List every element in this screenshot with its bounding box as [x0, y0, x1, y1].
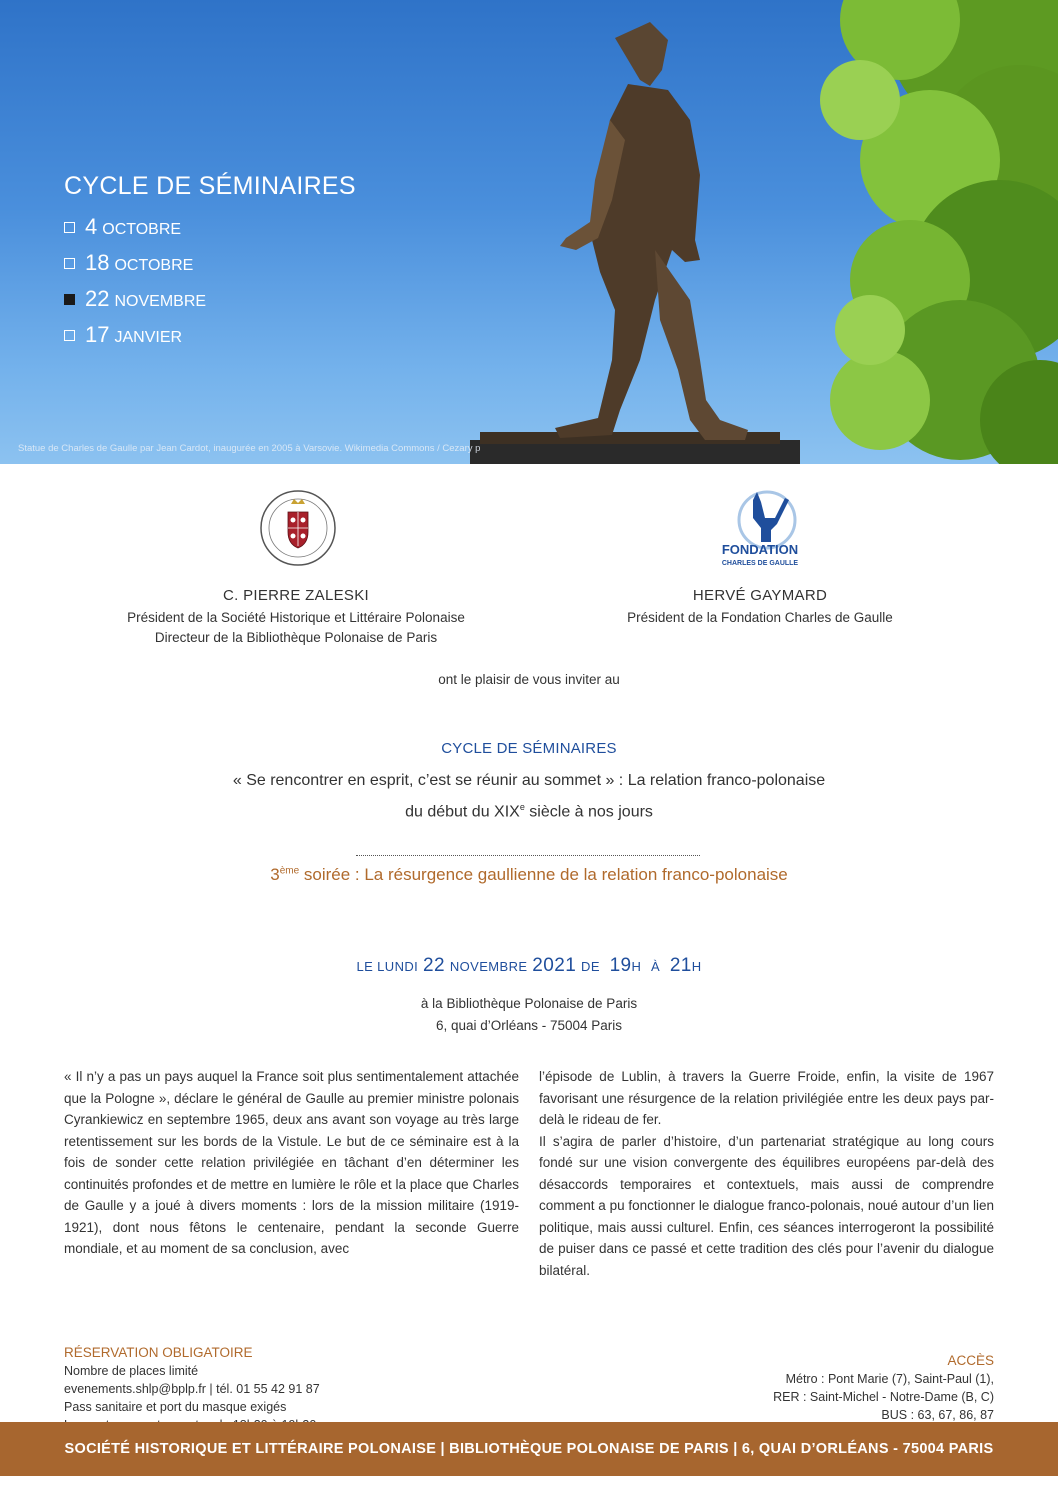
- hero-title: CYCLE DE SÉMINAIRES: [64, 172, 356, 200]
- checked-box-icon: [64, 294, 75, 305]
- seminar-title-line2: du début du XIXe siècle à nos jours: [405, 802, 653, 821]
- reservation-line: Nombre de places limité: [64, 1364, 199, 1378]
- photo-caption: Statue de Charles de Gaulle par Jean Cardot, inaugurée en 2005 à Varsovie. Wikimedia Commons / Cezary p: [18, 443, 481, 454]
- description-paragraph: Il s’agira de parler d’histoire, d’un partenariat stratégique au long cours fondé sur une vision convergente des équilibres européens par-delà des désaccords temporaires et contextuels, mais aussi de comprendre comment a pu fonctionner le dialogue franco-polonais, noué autour d’un lien politique, mais aussi culturel. Enfin, ces séances interrogeront la possibilité de puiser dans ce passé et cette tradition des clés pour l’avenir du dialogue bilatéral.: [539, 1133, 994, 1278]
- reservation-block: [64, 1344, 320, 1434]
- unchecked-box-icon: [64, 330, 75, 341]
- presenter-role: Directeur de la Bibliothèque Polonaise de Paris: [154, 630, 438, 645]
- statue-silhouette: [555, 22, 748, 440]
- date-month: JANVIER: [114, 329, 183, 346]
- date-day: 4: [85, 214, 98, 239]
- reservation-line: Pass sanitaire et port du masque exigés: [64, 1400, 287, 1414]
- date-month: OCTOBRE: [114, 257, 194, 274]
- venue-name: à la Bibliothèque Polonaise de Paris: [420, 996, 638, 1011]
- fondation-logo-line1: FONDATION: [721, 542, 799, 557]
- footer-banner: SOCIÉTÉ HISTORIQUE ET LITTÉRAIRE POLONAISE | BIBLIOTHÈQUE POLONAISE DE PARIS | 6, QUAI D’ORLÉANS - 75004 PARIS: [0, 1422, 1058, 1476]
- date-item: [64, 214, 206, 250]
- date-month: OCTOBRE: [102, 221, 182, 238]
- date-day: 22: [85, 286, 110, 311]
- presenter-role: Président de la Société Historique et Littéraire Polonaise: [127, 610, 465, 625]
- access-block: [773, 1352, 994, 1424]
- unchecked-box-icon: [64, 258, 75, 269]
- description-paragraph: l’épisode de Lublin, à travers la Guerre Froide, enfin, la visite de 1967 favorisant une résurgence de la relation privilégiée entre les deux pays par-delà le rideau de fer.: [539, 1069, 994, 1127]
- soiree-title: 3ème soirée : La résurgence gaullienne de la relation franco-polonaise: [270, 865, 788, 884]
- date-item: [64, 250, 206, 286]
- invite-line: ont le plaisir de vous inviter au: [438, 672, 620, 687]
- presenter-role: Président de la Fondation Charles de Gaulle: [627, 610, 893, 625]
- presenter-name: C. PIERRE ZALESKI: [223, 587, 369, 604]
- shlp-seal-logo: [258, 488, 338, 568]
- tree-foliage: [820, 0, 1058, 464]
- seminar-label: CYCLE DE SÉMINAIRES: [441, 740, 617, 757]
- reservation-heading: RÉSERVATION OBLIGATOIRE: [64, 1345, 253, 1360]
- unchecked-box-icon: [64, 222, 75, 233]
- venue-address: 6, quai d’Orléans - 75004 Paris: [435, 1018, 623, 1033]
- seminar-title-line1: « Se rencontrer en esprit, c’est se réunir au sommet » : La relation franco-polonaise: [232, 772, 826, 789]
- access-line: RER : Saint-Michel - Notre-Dame (B, C): [773, 1390, 994, 1404]
- reservation-contact[interactable]: evenements.shlp@bplp.fr | tél. 01 55 42 91 87: [64, 1382, 320, 1396]
- description-column-1: « Il n’y a pas un pays auquel la France soit plus sentimentalement attachée que la Pologne », déclare le général de Gaulle au premier ministre polonais Cyrankiewicz en septembre 1965, deux ans avant son voyage au très large retentissement sur les bords de la Vistule. Le but de ce séminaire est à la fois de sonder cette relation privilégiée en tâchant d’en déterminer les continuités profondes et de mettre en lumière le rôle et la place que Charles de Gaulle y a joué à divers moments : lors de la mission militaire (1919-1921), dont nous fêtons le centenaire, pendant la seconde Guerre mondiale, et au moment de sa conclusion, avec: [64, 1069, 519, 1256]
- date-month: NOVEMBRE: [114, 293, 207, 310]
- date-day: 18: [85, 250, 110, 275]
- access-line: Métro : Pont Marie (7), Saint-Paul (1),: [785, 1372, 994, 1386]
- seminar-dates-list: [64, 214, 206, 358]
- presenter-zaleski: [96, 586, 496, 648]
- date-item-selected: [64, 286, 206, 322]
- seminar-title: [0, 767, 1058, 825]
- event-venue: [0, 993, 1058, 1037]
- hero-image: [0, 0, 1058, 464]
- event-datetime: LE LUNDI 22 NOVEMBRE 2021 DE 19H À 21H: [356, 955, 702, 976]
- presenter-gaymard: [560, 586, 960, 628]
- access-heading: ACCÈS: [947, 1353, 994, 1368]
- fondation-logo-line2: CHARLES DE GAULLE: [721, 560, 799, 567]
- date-item: [64, 322, 206, 358]
- fondation-charles-de-gaulle-logo: [705, 488, 815, 570]
- presenter-name: HERVÉ GAYMARD: [692, 587, 828, 604]
- description-column-2: [539, 1066, 994, 1281]
- access-line: BUS : 63, 67, 86, 87: [881, 1408, 994, 1422]
- dotted-divider: [356, 855, 700, 856]
- date-day: 17: [85, 322, 110, 347]
